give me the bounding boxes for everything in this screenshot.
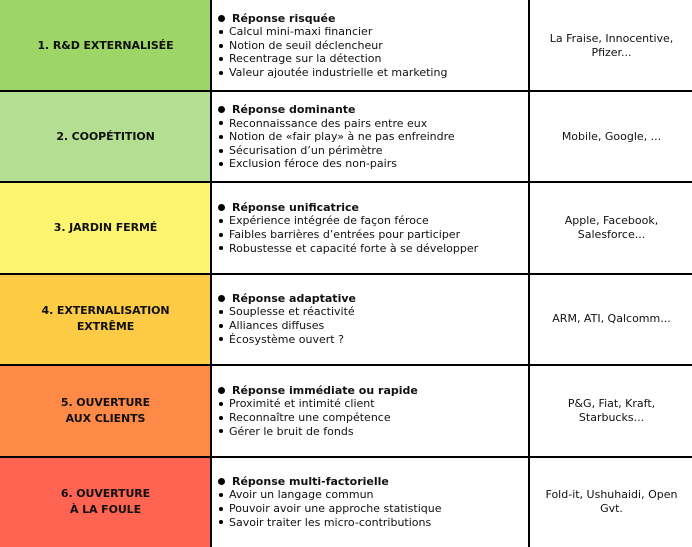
point-text: Avoir un langage commun	[229, 488, 374, 502]
list-item	[217, 425, 529, 439]
examples-text: Fold-it, Ushuhaidi, Open Gvt.	[545, 488, 678, 515]
bullet-icon	[218, 106, 225, 113]
list-item	[217, 242, 529, 256]
point-text: Pouvoir avoir une approche statistique	[229, 502, 442, 515]
list-item	[217, 319, 529, 333]
bullet-icon	[219, 57, 223, 61]
bullet-icon	[219, 219, 223, 223]
category-label: 6. OUVERTURE À LA FOULE	[60, 487, 151, 516]
point-text: Savoir traiter les micro-contributions	[229, 515, 432, 529]
response-points	[217, 305, 529, 346]
bullet-icon	[219, 493, 223, 497]
response-cell	[213, 274, 529, 364]
list-item	[217, 228, 529, 242]
examples-text: La Fraise, Innocentive, Pfizer...	[549, 31, 674, 59]
row-divider	[0, 456, 692, 458]
response-title: Réponse multi-factorielle	[232, 474, 389, 488]
bullet-icon	[219, 162, 223, 166]
category-cell	[0, 0, 211, 91]
bullet-icon	[219, 337, 223, 341]
response-cell	[213, 366, 529, 456]
point-text: Proximité et intimité client	[229, 397, 375, 411]
list-item	[217, 144, 529, 158]
column-divider	[210, 0, 212, 547]
list-item	[217, 333, 529, 347]
list-item	[217, 39, 529, 53]
response-heading	[217, 12, 529, 26]
bullet-icon	[219, 324, 223, 328]
category-label: 5. OUVERTURE AUX CLIENTS	[60, 396, 151, 425]
table-row	[0, 92, 692, 182]
point-text: Alliances diffuses	[229, 319, 325, 332]
bullet-icon	[219, 149, 223, 153]
response-heading	[217, 103, 529, 117]
bullet-icon	[219, 520, 223, 524]
list-item	[217, 411, 529, 425]
category-label: 2. COOPÉTITION	[56, 130, 155, 143]
list-item	[217, 66, 529, 80]
examples-cell	[531, 92, 692, 182]
list-item	[217, 488, 529, 502]
point-text: Souplesse et réactivité	[229, 305, 355, 319]
bullet-icon	[218, 15, 225, 22]
point-text: Robustesse et capacité forte à se développer	[229, 241, 479, 255]
category-label: 1. R&D EXTERNALISÉE	[37, 38, 174, 52]
response-title: Réponse unificatrice	[232, 200, 359, 214]
list-item	[217, 25, 529, 39]
list-item	[217, 157, 529, 171]
response-cell	[213, 457, 529, 547]
response-title: Réponse risquée	[232, 11, 336, 25]
examples-cell	[531, 0, 692, 91]
bullet-icon	[219, 44, 223, 48]
bullet-icon	[219, 310, 223, 314]
category-cell	[0, 92, 211, 182]
row-divider	[0, 364, 692, 366]
response-cell	[213, 183, 529, 273]
point-text: Écosystème ouvert ?	[229, 332, 344, 346]
category-cell	[0, 183, 211, 273]
list-item	[217, 502, 529, 516]
column-divider	[528, 0, 530, 547]
table-row	[0, 0, 692, 91]
table-row	[0, 366, 692, 456]
row-divider	[0, 273, 692, 275]
list-item	[217, 117, 529, 131]
table-row	[0, 274, 692, 364]
bullet-icon	[219, 121, 223, 125]
examples-cell	[531, 366, 692, 456]
bullet-icon	[219, 71, 223, 75]
examples-cell	[531, 274, 692, 364]
response-heading	[217, 475, 529, 489]
point-text: Faibles barrières d’entrées pour participer	[229, 228, 461, 241]
response-heading	[217, 384, 529, 398]
row-divider	[0, 181, 692, 183]
response-heading	[217, 292, 529, 306]
response-title: Réponse dominante	[232, 103, 356, 117]
list-item	[217, 516, 529, 530]
bullet-icon	[218, 295, 225, 302]
bullet-icon	[218, 204, 225, 211]
point-text: Expérience intégrée de façon féroce	[229, 214, 429, 228]
point-text: Notion de «fair play» à ne pas enfreindre	[229, 130, 455, 144]
response-cell	[213, 0, 529, 91]
category-cell	[0, 366, 211, 456]
bullet-icon	[218, 387, 225, 394]
response-points	[217, 117, 529, 171]
list-item	[217, 130, 529, 144]
examples-text: ARM, ATI, Qalcomm...	[552, 312, 671, 326]
response-cell	[213, 92, 529, 182]
table-row	[0, 183, 692, 273]
bullet-icon	[219, 402, 223, 406]
list-item	[217, 305, 529, 319]
response-title: Réponse immédiate ou rapide	[232, 383, 418, 397]
point-text: Valeur ajoutée industrielle et marketing	[229, 65, 448, 79]
bullet-icon	[219, 246, 223, 250]
point-text: Sécurisation d’un périmètre	[229, 143, 383, 157]
bullet-icon	[219, 233, 223, 237]
point-text: Recentrage sur la détection	[229, 52, 382, 66]
list-item	[217, 397, 529, 411]
bullet-icon	[219, 429, 223, 433]
response-points	[217, 488, 529, 529]
point-text: Gérer le bruit de fonds	[229, 424, 354, 438]
bullet-icon	[219, 416, 223, 420]
point-text: Reconnaissance des pairs entre eux	[229, 116, 428, 130]
point-text: Reconnaître une compétence	[229, 411, 391, 424]
list-item	[217, 52, 529, 66]
point-text: Notion de seuil déclencheur	[229, 38, 383, 52]
point-text: Exclusion féroce des non-pairs	[229, 157, 397, 171]
examples-text: Mobile, Google, ...	[561, 130, 662, 144]
row-divider	[0, 90, 692, 92]
examples-text: P&G, Fiat, Kraft, Starbucks...	[567, 397, 656, 424]
bullet-icon	[219, 135, 223, 139]
bullet-icon	[218, 478, 225, 485]
category-cell	[0, 457, 211, 547]
table-row	[0, 457, 692, 547]
examples-text: Apple, Facebook, Salesforce...	[564, 214, 659, 241]
examples-cell	[531, 457, 692, 547]
examples-cell	[531, 183, 692, 273]
category-label: 4. EXTERNALISATION EXTRÊME	[41, 304, 170, 333]
response-title: Réponse adaptative	[232, 291, 356, 305]
response-points	[217, 397, 529, 438]
point-text: Calcul mini-maxi financier	[229, 25, 373, 39]
category-label: 3. JARDIN FERMÉ	[53, 221, 158, 234]
response-points	[217, 214, 529, 255]
category-cell	[0, 274, 211, 364]
list-item	[217, 214, 529, 228]
response-heading	[217, 201, 529, 215]
response-points	[217, 25, 529, 79]
bullet-icon	[219, 30, 223, 34]
bullet-icon	[219, 507, 223, 511]
